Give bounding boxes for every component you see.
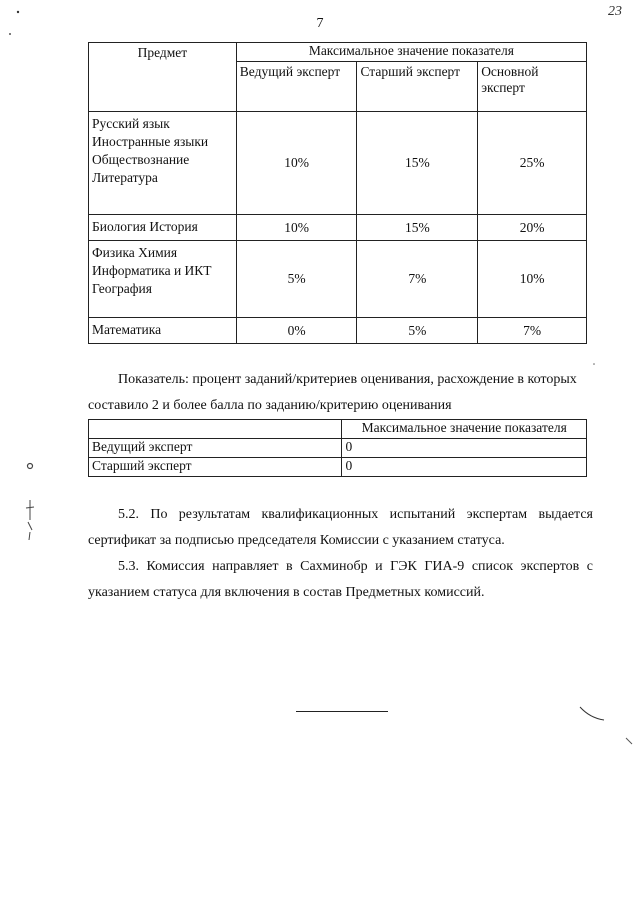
main-value: 7% [478,318,587,344]
subject-name: Иностранные языки [92,134,209,149]
page-number: 7 [316,16,324,31]
senior-value: 15% [357,215,478,241]
subject-name: Физика Химия [92,245,178,260]
subject-name: География [92,281,152,296]
expert-threshold-table [88,42,587,344]
margin-scribble-icon [18,460,42,550]
expert-value: 0 [342,458,587,477]
subject-cell [89,215,237,241]
handwritten-page-mark: 23 [608,4,622,19]
indicator-table [88,419,587,477]
main-value: 20% [478,215,587,241]
header-senior-expert: Старший эксперт [357,62,478,112]
lead-value: 5% [236,241,357,318]
subject-name: Математика [92,322,162,337]
subject-cell [89,112,237,215]
table-row [89,215,587,241]
indicator-paragraph [88,367,593,419]
main-value: 10% [478,241,587,318]
subject-name: Обществознание [92,152,190,167]
expert-label: Старший эксперт [89,458,342,477]
expert-label: Ведущий эксперт [89,439,342,458]
lead-value: 10% [236,215,357,241]
table-row [89,439,587,458]
header-main-expert-line2: эксперт [481,80,525,95]
senior-value: 7% [357,241,478,318]
table-row [89,112,587,215]
table-row [89,241,587,318]
senior-value: 5% [357,318,478,344]
lead-value: 10% [236,112,357,215]
subject-cell [89,318,237,344]
header-max-value: Максимальное значение показателя [236,43,586,62]
senior-value: 15% [357,112,478,215]
header-lead-expert: Ведущий эксперт [236,62,357,112]
signature-line [296,711,388,712]
header-main-expert-line1: Основной [481,64,539,79]
expert-value: 0 [342,439,587,458]
paragraph-5-2: 5.2. По результатам квалификационных испытаний экспертам выдается сертификат за подписью председателя Комиссии с указанием статуса. [88,507,593,548]
subject-name: Русский язык [92,116,170,131]
indicator-line-1: Показатель: процент заданий/критериев оценивания, расхождение в которых [118,372,577,387]
table-row [89,318,587,344]
paragraph-5-3: 5.3. Комиссия направляет в Сахминобр и ГЭК ГИА-9 список экспертов с указанием статуса для включения в состав Предметных комиссий. [88,559,593,600]
header-main-expert [478,62,587,112]
subject-name: Литература [92,170,158,185]
empty-header-cell [89,420,342,439]
subject-name: Биология История [92,219,198,234]
subject-name: Информатика и ИКТ [92,263,212,278]
lead-value: 0% [236,318,357,344]
header-subject: Предмет [89,43,237,112]
header-max-value: Максимальное значение показателя [342,420,587,439]
table-row [89,458,587,477]
indicator-line-2: составило 2 и более балла по заданию/критерию оценивания [88,398,452,413]
subject-cell [89,241,237,318]
main-value: 25% [478,112,587,215]
